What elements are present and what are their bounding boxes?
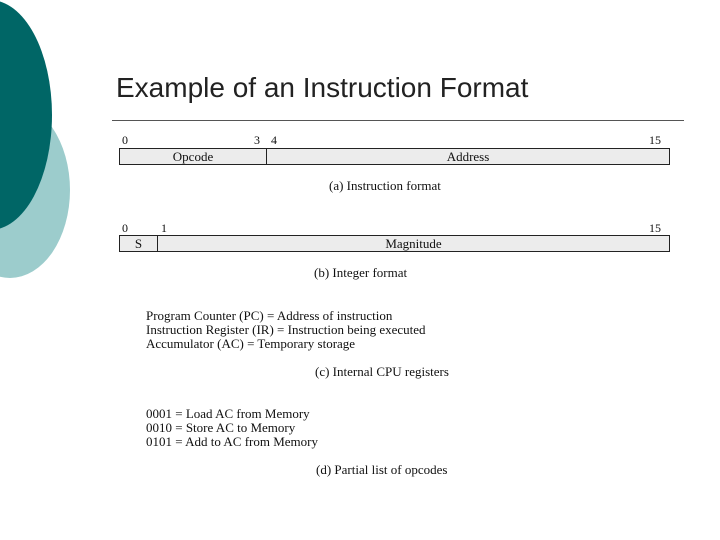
register-line: Program Counter (PC) = Address of instruction <box>146 308 393 323</box>
instruction-format-caption: (a) Instruction format <box>329 178 441 193</box>
register-line: Instruction Register (IR) = Instruction being executed <box>146 322 426 337</box>
opcode-line: 0001 = Load AC from Memory <box>146 406 310 421</box>
opcode-line: 0101 = Add to AC from Memory <box>146 434 318 449</box>
sign-field: S <box>119 235 158 252</box>
bit-label-4: 4 <box>271 133 277 147</box>
register-line: Accumulator (AC) = Temporary storage <box>146 336 356 351</box>
address-field: Address <box>266 148 670 165</box>
magnitude-field: Magnitude <box>157 235 670 252</box>
opcodes-caption: (d) Partial list of opcodes <box>316 462 448 477</box>
bit-label-0: 0 <box>122 133 128 147</box>
cpu-registers-caption: (c) Internal CPU registers <box>315 364 449 379</box>
bit-label-15: 15 <box>649 133 661 147</box>
opcode-line: 0010 = Store AC to Memory <box>146 420 296 435</box>
bit-label-0: 0 <box>122 221 128 235</box>
slide-title: Example of an Instruction Format <box>116 72 529 103</box>
integer-format-caption: (b) Integer format <box>314 265 408 280</box>
opcode-field: Opcode <box>119 148 267 165</box>
bit-label-3: 3 <box>254 133 260 147</box>
bit-label-15: 15 <box>649 221 661 235</box>
decorative-circles <box>0 0 80 300</box>
bit-label-1: 1 <box>161 221 167 235</box>
title-divider <box>112 120 684 121</box>
